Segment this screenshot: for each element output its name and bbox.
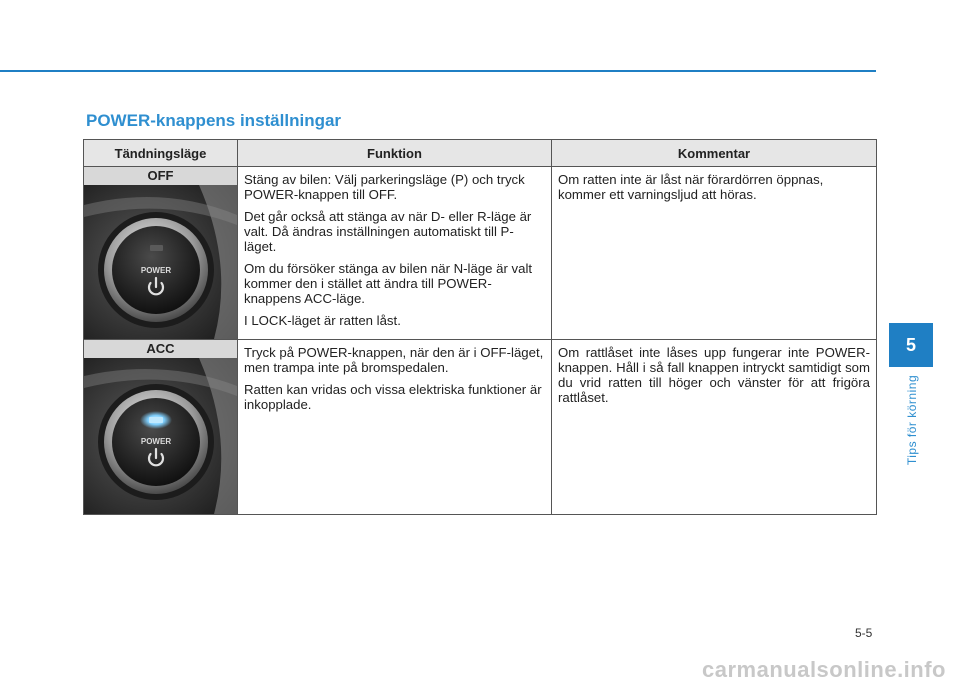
function-text: Tryck på POWER-knappen, när den är i OFF-läget, men trampa inte på bromspedalen. — [244, 345, 544, 375]
top-rule — [0, 70, 876, 72]
comment-cell-off — [552, 167, 877, 340]
power-button-photo-acc — [84, 358, 237, 514]
function-text: Ratten kan vridas och vissa elektriska funktioner är inkopplade. — [244, 382, 542, 412]
table-row-off — [84, 167, 877, 340]
function-text: Det går också att stänga av när D- eller R-läge är valt. Då ändras inställningen automatiskt till P-läget. — [244, 209, 532, 254]
button-text-off: POWER — [140, 266, 172, 275]
button-text-acc: POWER — [140, 437, 172, 446]
table-row-acc — [84, 340, 877, 515]
mode-cell-acc — [84, 340, 238, 515]
power-button-photo-off — [84, 185, 237, 339]
function-cell-acc — [238, 340, 552, 515]
function-cell-off — [238, 167, 552, 340]
chapter-title: Tips för körning — [905, 374, 919, 466]
header-comment: Kommentar — [552, 140, 877, 167]
mode-label-off: OFF — [84, 167, 237, 185]
function-text: Stäng av bilen: Välj parkeringsläge (P) och tryck POWER-knappen till OFF. — [244, 172, 525, 202]
mode-cell-off — [84, 167, 238, 340]
power-settings-table — [83, 139, 877, 515]
mode-label-acc: ACC — [84, 340, 237, 358]
comment-cell-acc — [552, 340, 877, 515]
function-text: Om du försöker stänga av bilen när N-läge är valt kommer den i stället att ändra till POWER-knappens ACC-läge. — [244, 261, 533, 306]
chapter-number-tab: 5 — [889, 323, 933, 367]
comment-text: Om ratten inte är låst när förardörren öppnas, kommer ett varningsljud att höras. — [558, 172, 824, 202]
table-header-row — [84, 140, 877, 167]
section-title: POWER-knappens inställningar — [86, 111, 342, 130]
header-function: Funktion — [238, 140, 552, 167]
comment-text: Om rattlåset inte låses upp fungerar inte POWER-knappen. Håll i så fall knappen intryckt samtidigt som du vrid ratten till höger och vänster för att frigöra rattlåset. — [558, 345, 870, 405]
watermark: carmanualsonline.info — [702, 657, 946, 682]
header-mode: Tändningsläge — [84, 140, 238, 167]
function-text: I LOCK-läget är ratten låst. — [244, 313, 401, 328]
page-number: 5-5 — [855, 626, 873, 640]
